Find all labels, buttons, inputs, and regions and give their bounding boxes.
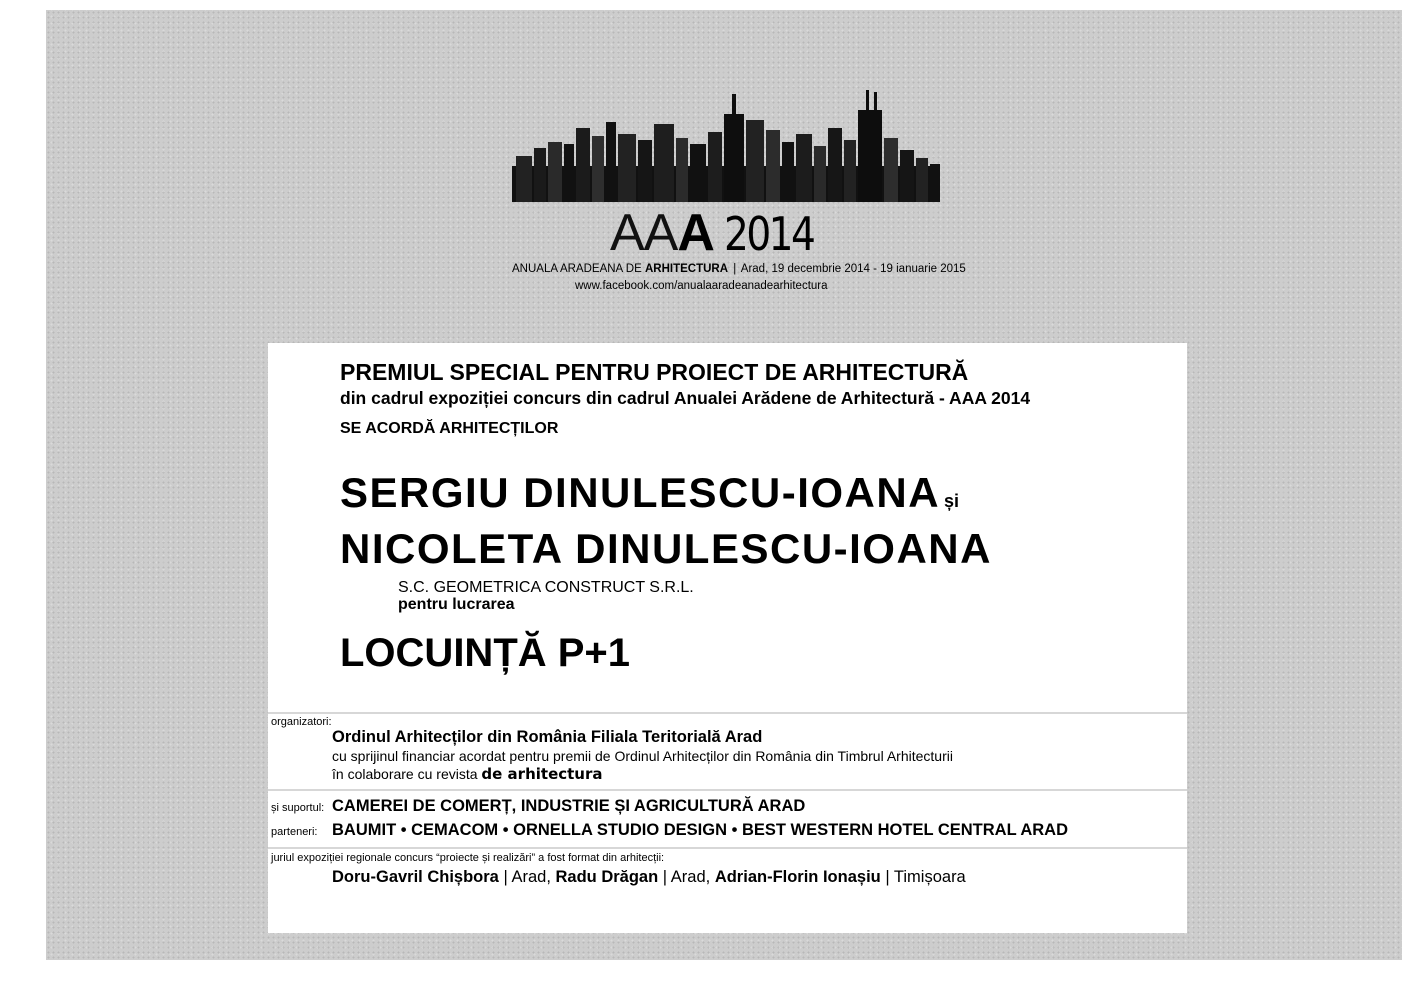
divider <box>268 789 1187 791</box>
divider <box>268 712 1187 714</box>
support-value: CAMEREI DE COMERȚ, INDUSTRIE ȘI AGRICULTURĂ ARAD <box>332 797 806 815</box>
jury-member-name: Radu Drăgan <box>555 868 659 886</box>
company-name: S.C. GEOMETRICA CONSTRUCT S.R.L. <box>398 579 694 596</box>
work-title: LOCUINȚĂ P+1 <box>340 631 631 675</box>
jury-separator: | <box>662 868 668 886</box>
tagline <box>512 263 966 275</box>
tagline-separator: | <box>733 263 737 275</box>
city-skyline-logo <box>512 84 940 202</box>
funding-note: cu sprijinul financiar acordat pentru premii de Ordinul Arhitecților din România din Timbrul Arhitecturii <box>332 748 953 764</box>
jury-member-name: Doru-Gavril Chișbora <box>332 868 499 886</box>
support-label: și suportul: <box>271 802 325 814</box>
architect-name-1-text: SERGIU DINULESCU-IOANA <box>340 469 941 516</box>
jury-list <box>332 868 966 887</box>
jury-member-name: Adrian-Florin Ionașiu <box>714 868 881 886</box>
tagline-light: ANUALA ARADEANA DE <box>512 263 642 275</box>
tagline-dates: Arad, 19 decembrie 2014 - 19 ianuarie 2015 <box>740 263 966 275</box>
logo-year: 2014 <box>723 207 814 261</box>
architect-name-1 <box>340 469 959 517</box>
facebook-url: www.facebook.com/anualaaradeanadearhitectura <box>575 280 828 292</box>
divider <box>268 847 1187 849</box>
award-title: PREMIUL SPECIAL PENTRU PROIECT DE ARHITECTURĂ <box>340 359 969 385</box>
collab-text: în colaborare cu revista <box>332 766 478 782</box>
organizers-label: organizatori: <box>271 716 332 728</box>
partners-label: parteneri: <box>271 826 318 838</box>
tagline-bold: ARHITECTURA <box>644 263 729 275</box>
jury-member-city: Timișoara <box>893 868 966 886</box>
conjunction: și <box>944 491 960 511</box>
logo-aaa-thin: AA <box>610 204 678 262</box>
jury-member-city: Arad <box>511 868 547 886</box>
jury-separator: | <box>885 868 890 886</box>
architect-name-2: NICOLETA DINULESCU-IOANA <box>340 525 992 572</box>
award-subtitle: din cadrul expoziției concurs din cadrul Anualei Arădene de Arhitectură - AAA 2014 <box>340 388 1031 408</box>
partners-value: BAUMIT • CEMACOM • ORNELLA STUDIO DESIGN • BEST WESTERN HOTEL CENTRAL ARAD <box>332 821 1068 839</box>
aaa-logo <box>610 205 829 261</box>
award-card <box>268 343 1187 933</box>
collab-note <box>332 765 603 783</box>
for-work-label: pentru lucrarea <box>398 596 515 613</box>
jury-member-city: Arad <box>670 868 706 886</box>
list-comma: , <box>705 868 711 886</box>
logo-aaa-bold: A <box>677 204 714 262</box>
list-comma: , <box>546 868 551 886</box>
jury-label: juriul expoziției regionale concurs “proiecte și realizări” a fost format din arhitecții: <box>271 852 665 864</box>
organizer-main: Ordinul Arhitecților din România Filiala Teritorială Arad <box>332 728 763 746</box>
granted-to: SE ACORDĂ ARHITECȚILOR <box>340 420 559 437</box>
jury-separator: | <box>503 868 508 886</box>
magazine-name: de arhitectura <box>481 765 603 783</box>
